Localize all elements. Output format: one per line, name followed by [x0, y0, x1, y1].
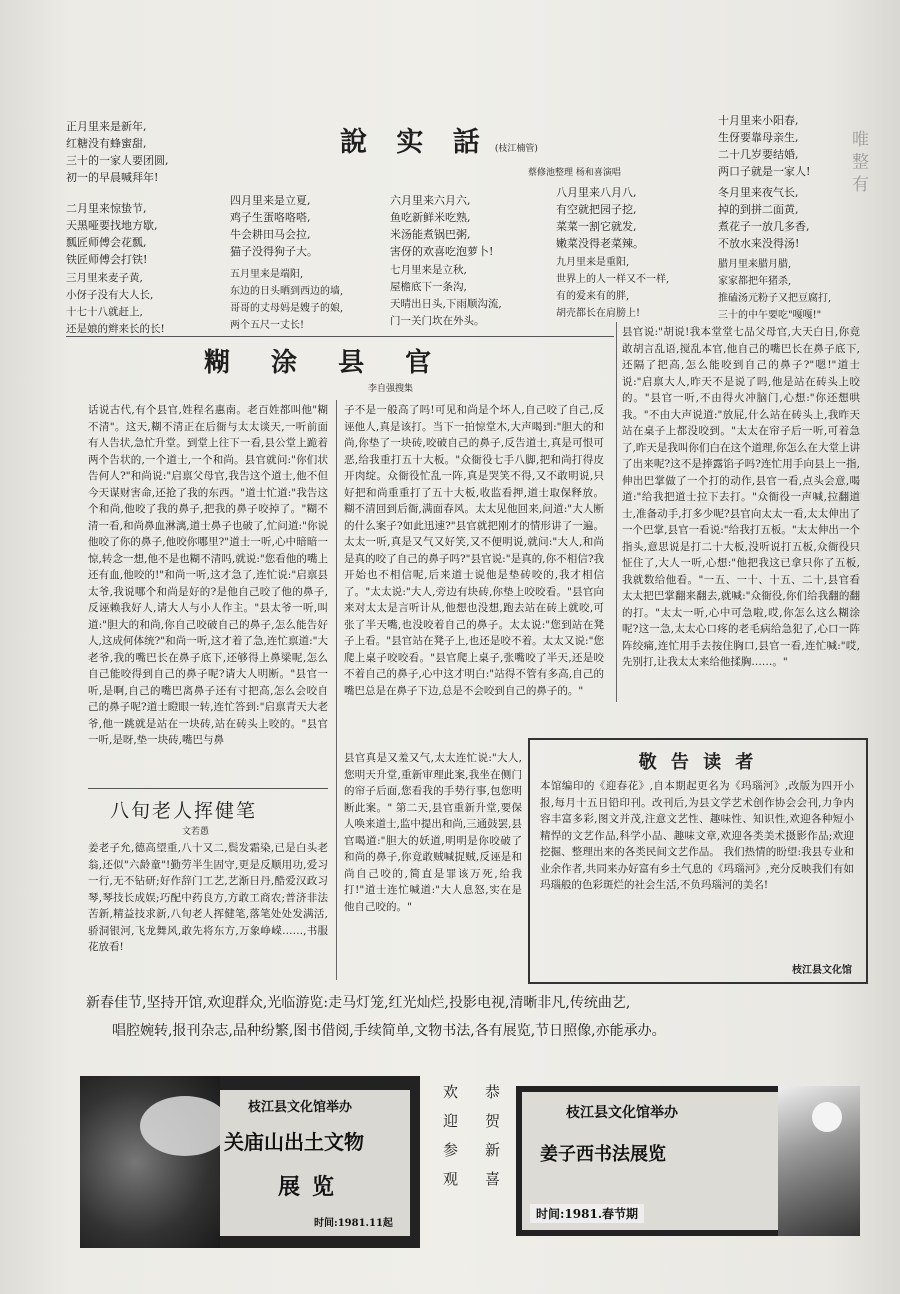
song-stanza-7: 七月里来是立秋, 屋檐底下一条沟, 天晴出日头,下雨顺沟流, 门一关门坎在外头。: [390, 264, 502, 327]
ad-center-col-1: 欢迎参观: [441, 1084, 459, 1200]
song-stanza-5: 五月里来是端阳, 东边的日头晒到西边的墙, 哥哥的丈母妈是嫂子的娘, 两个五尺一丈长!: [230, 269, 344, 331]
ad-exhibition-right: [516, 1086, 860, 1236]
song-stanza-1: 正月里来是新年, 红糖没有蜂蜜甜, 三十的一家人要团圆, 初一的早晨喊拜年!: [66, 120, 169, 184]
divider-song: [66, 336, 614, 337]
song-stanza-4: 四月里来是立夏, 鸡子生蛋咯咯嗒, 牛会耕田马会拉, 猫子没得狗子大。: [230, 194, 318, 258]
story-title-text: 糊 涂 县 官: [204, 348, 448, 378]
notice-body: 本馆编印的《迎春花》,自本期起更名为《玛瑙河》,改版为四开小报,每月十五日铅印刊。改刊后,为县文学艺术创作协会会刊,力争内容丰富多彩,图文并茂,注意文艺性、趣味性、知识性,欢迎各种短小精悍的文艺作品,科学小品、趣味文章,欢迎各类美术摄影作品;欢迎挖掘、整理出来的各类民间文艺作品。 我们热情的盼望:我县专业和业余作者,共同来办好富有乡土气息的《玛瑙河》,充分反映我们有如玛瑙般的色彩斑烂的社会生活,不负玛瑙河的美名!: [540, 780, 854, 891]
story-column-2: 子不是一般高了吗!可见和尚是个坏人,自己咬了自己,反诬他人,真是该打。当下一拍惊堂木,大声喝到:"胆大的和尚,你垫了一块砖,咬破自己的鼻子,反告道士,真是可恨可恶,给我重打五十大板。"众衙役七手八脚,把和尚打得皮开肉绽。众衙役忙乱一阵,真是哭笑不得,又不敢明说,只好把和尚重重打了五十大板,收监看押,道士取保释放。 糊不清回到后衙,满面春风。太太见他回来,问道:"大人断的什么案子?如此迅速?"县官就把刚才的情形讲了一遍。太太一听,真是又气又好笑,又不便明说,就问:"大人,和尚是真的咬了自己的鼻子吗?"县官说:"是真的,你不相信?我开始也不相信呢,后来道士说他是垫砖咬的,我才相信了。"太太说:"大人,旁边有块砖,你垫上咬咬看。"县官向来对太太是言听计从,他想也没想,跑去站在砖上就咬,可张了半天嘴,也没咬着自己的鼻子。太太说:"您到站在凳子上看。"县官站在凳子上,也还是咬不着。太太又说:"您爬上桌子咬咬看。"县官爬上桌子,张嘴咬了半天,还是咬不着自己的鼻子,心中这才明白:"站得不管有多高,自己的嘴巴总是在鼻子下边,总是不会咬到自己的鼻子的。": [344, 404, 604, 697]
column-divider-right: [616, 322, 617, 702]
song-stanza-2: 二月里来惊蛰节, 天黑哑要找地方歇, 瓢匠师傅会花瓢, 铁匠师傅会打铁!: [66, 202, 158, 266]
ad-right-main: 姜子西书法展览: [540, 1144, 666, 1165]
banner-line-1: 新春佳节,坚持开馆,欢迎群众,光临游览:走马灯笼,红光灿烂,投影电视,清晰非凡,传统曲艺,: [86, 995, 631, 1011]
right-edge-partial-text: 唯 整 有: [848, 130, 868, 192]
notice-signature: 枝江县文化馆: [792, 965, 852, 976]
song-title-note: (枝江楠管): [494, 144, 538, 154]
story-column-1: 话说古代,有个县官,姓程名惠南。老百姓都叫他"糊不清"。这天,糊不清正在后衙与太太谈天,一听前面有人告状,急忙升堂。到堂上往下一看,县公堂上跪着两个告状的,一个道士,一个和尚。县官就问:"你们状告何人?"和尚说:"启禀父母官,我告这个道士,他不但今天谋财害命,还抢了我的东西。"道士忙道:"我告这个和尚,他咬了我的鼻子,把我的鼻子咬掉了。"糊不清一看,和尚鼻血淋漓,道士鼻子也破了,忙问道:"你说他咬了你的鼻子,他咬你哪里?"道士一听,心中暗暗一惊,转念一想,他不是也糊不清吗,就说:"您看他的嘴上还有血,他咬的!"和尚一听,这才急了,连忙说:"启禀县太爷,我说哪个和尚是好的?是他自己咬了他的鼻子,反诬赖我好人,请大人与小人作主。"县太爷一听,叫道:"胆大的和尚,你自己咬破自己的鼻子,怎么能告好人,这成何体统?"和尚一听,这才着了急,连忙禀道:"大老爷,我的嘴巴长在鼻子底下,还够得上鼻梁呢,怎么自己能咬得到自己的鼻子呢?请大人明断。"县官一听,是啊,自己的嘴巴离鼻子还有寸把高,怎么会咬自己的鼻子呢?道士瞪眼一转,连忙答到:"启禀青天大老爷,他一跳就是站在一块砖,站在砖头上咬的。"县官一听,是呀,垫一块砖,嘴巴与鼻: [88, 404, 328, 746]
ad-left-sub: 展览: [278, 1174, 347, 1200]
notice-title: 敬 告 读 者: [638, 752, 758, 773]
song-title-block: [340, 120, 560, 159]
ad-exhibition-left: [80, 1076, 420, 1248]
song-stanza-12: 腊月里来腊月腊, 家家都把年猪杀, 推磕汤元粉子又把豆腐打, 三十的中午要吃"嘎嘎!": [718, 259, 832, 321]
ad-left-header: 枝江县文化馆举办: [248, 1100, 353, 1115]
story-author: 李自强搜集: [368, 384, 414, 394]
ad-right-figure-head: [812, 1102, 842, 1132]
song-stanza-3: 三月里来麦子黄, 小伢子没有大人长, 十七十八就赶上, 还是娘的辫来长的长!: [66, 272, 165, 335]
song-stanza-8: 八月里来八月八, 有空就把园子挖, 菜菜一割它就发, 嫩菜没得老菜辣。: [556, 186, 644, 250]
poem-author: 文若愚: [182, 827, 210, 837]
ad-left-date: 时间:1981.11起: [314, 1218, 393, 1229]
ad-right-date: 时间:1981.春节期: [530, 1204, 644, 1223]
banner-line-2: 唱腔婉转,报刊杂志,品种纷繁,图书借阅,手续简单,文物书法,各有展览,节日照像,亦能承办。: [112, 1023, 666, 1039]
ad-left-text-panel: [220, 1090, 410, 1236]
ad-right-header: 枝江县文化馆举办: [566, 1105, 678, 1121]
song-stanza-10: 十月里来小阳春, 生伢要靠母亲生, 二十几岁要结婚, 两口子就是一家人!: [718, 114, 811, 178]
ad-left-figure-shape: [140, 1096, 230, 1156]
story-title: [204, 342, 464, 379]
song-credit: 蔡修池整理 杨和喜演唱: [528, 168, 621, 178]
story-column-2-bottom: 县官真是又羞又气,太太连忙说:"大人,您明天升堂,重新审理此案,我坐在侧门的帘子后面,您看我的手势行事,包您明断此案。" 第二天,县官重新升堂,要保人唤来道士,监中提出和尚,三通鼓罢,县官喝道:"胆大的妖道,明明是你咬破了和尚的鼻子,你竟敢贼喊捉贼,反诬是和尚自己咬的,简直是罪该万死,给我打!"道士连忙喊道:"大人息怒,实在是他自己咬的。": [344, 752, 522, 913]
column-divider-left: [336, 400, 337, 980]
song-stanza-9: 九月里来是重阳, 世界上的人一样又不一样, 有的爱来有的胖, 胡壳都长在肩膀上!: [556, 257, 670, 319]
song-title: 說 实 話: [340, 127, 490, 158]
poem-title: 八旬老人挥健笔: [110, 800, 258, 822]
story-column-3: 县官说:"胡说!我本堂堂七品父母官,大天白日,你竟敢胡言乱语,搅乱本官,他自己的嘴巴长在鼻子底下,还隔了把高,怎么能咬到自己的鼻子?"嗯!"道士说:"启禀大人,昨天不是说了吗,他是站在砖头上咬的。"县官一听,不由得火冲脑门,心想:"你还想哄我。"不由大声说道:"放屁,什么站在砖头上,我昨天站在桌子上都没咬到。"太太在帘子后一听,可着急了,昨天是我叫你们白在这个道理,你怎么在大堂上讲了出来呢?这不是捧露馅子吗?连忙用手向县上一指,伸出巴掌做了一个打的动作,县官一看,点头会意,喝道:"给我把道士拉下去打。"众衙役一声喊,拉翻道士,准备动手,打多少呢?县官向太太一看,太太伸出了一个巴掌,县官一看说:"给我打五板。"太太伸出一个指头,意思说是打二十大板,没听说打五板,众衙役只怔住了,大人一听,心想:"他把我这已拿只你了五板,我就数给他看。"一五、一十、十五、二十,县官看太太把巴掌翻来翻去,就喊:"众衙役,你们给我翻的翻的打。"太太一听,心中可急啦,哎,你怎么这么糊涂呢?这一急,太太心口疼的老毛病给急犯了,心口一阵阵绞痛,连忙用手去按住胸口,县官一看,连忙喊:"哎,先别打,让我太太来给他揉胸……。": [622, 326, 860, 668]
divider-poem: [88, 788, 328, 789]
song-stanza-11: 冬月里来夜气长, 掉的到拼二面黄, 煮花子一放几多香, 不放水来没得汤!: [718, 186, 810, 250]
song-stanza-6: 六月里来六月六, 鱼吃新鲜米吃熟, 米汤能煮锅巴粥, 害伢的欢喜吃泡萝卜!: [390, 194, 494, 258]
ad-left-main: 关庙山出土文物: [224, 1130, 364, 1154]
poem-body: 姜老子允,德高望重,八十又二,鬓发霜染,已是白头老翁,还似"六龄童"!勤劳半生固守,更是反顺用功,爱习一行,无不钻研;好作辞门工艺,艺渐日丹,酷爱汉政习琴,琴技长成娱;巧配中药良方,方敢工商农;普济非法苦新,精益技求新,八旬老人挥健笔,落笔处处发满活,骄洞银河,飞龙舞风,敢先将东方,万象峥嵘……,书服花放看!: [88, 842, 328, 953]
notice-box: [528, 738, 868, 984]
ad-right-text-panel: [522, 1092, 778, 1230]
ad-center-col-2: 恭贺新喜: [483, 1084, 501, 1200]
